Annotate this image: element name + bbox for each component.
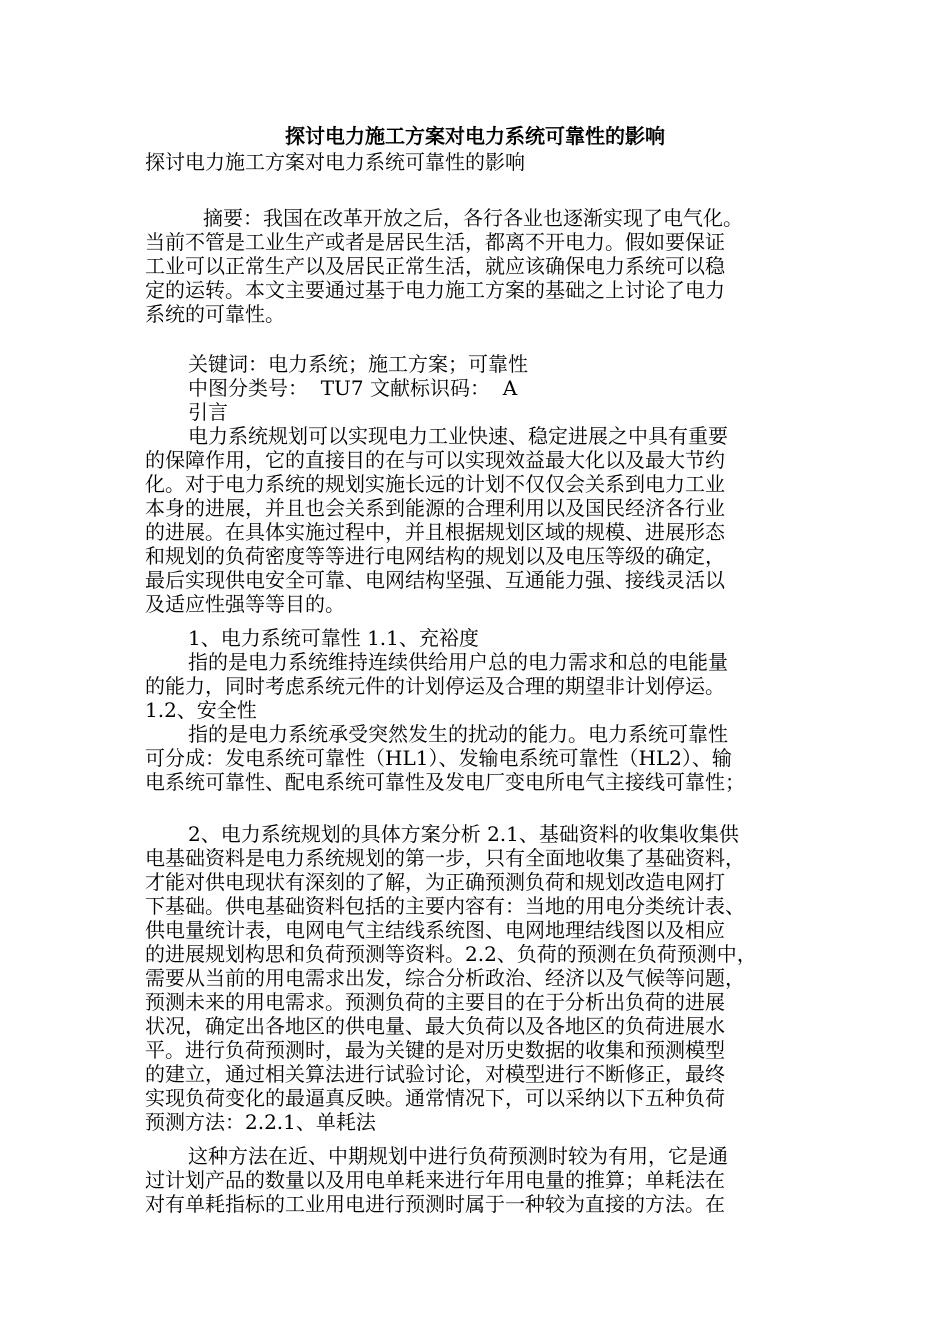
body-line: 平。进行负荷预测时，最为关键的是对历史数据的收集和预测模型 (145, 1038, 725, 1062)
body-line: 探讨电力施工方案对电力系统可靠性的影响 (145, 150, 525, 174)
body-line: 的进展。在具体实施过程中，并且根据规划区域的规模、进展形态 (145, 520, 725, 544)
body-line: 和规划的负荷密度等等进行电网结构的规划以及电压等级的确定， (145, 544, 725, 568)
body-line: 对有单耗指标的工业用电进行预测时属于一种较为直接的方法。在 (145, 1192, 725, 1216)
body-line: 工业可以正常生产以及居民正常生活，就应该确保电力系统可以稳 (145, 254, 725, 278)
body-line: 电基础资料是电力系统规划的第一步，只有全面地收集了基础资料， (145, 846, 745, 870)
body-line: 及适应性强等等目的。 (145, 592, 345, 616)
body-line: 摘要：我国在改革开放之后，各行各业也逐渐实现了电气化。 (203, 206, 743, 230)
body-line: 预测未来的用电需求。预测负荷的主要目的在于分析出负荷的进展 (145, 990, 725, 1014)
body-line: 中图分类号： TU7 文献标识码： A (188, 376, 518, 400)
body-line: 过计划产品的数量以及用电单耗来进行年用电量的推算；单耗法在 (145, 1168, 725, 1192)
body-line: 1.2、安全性 (145, 698, 257, 722)
body-line: 最后实现供电安全可靠、电网结构坚强、互通能力强、接线灵活以 (145, 568, 725, 592)
body-line: 指的是电力系统维持连续供给用户总的电力需求和总的电能量 (188, 650, 728, 674)
body-line: 本身的进展，并且也会关系到能源的合理利用以及国民经济各行业 (145, 496, 725, 520)
body-line: 可分成：发电系统可靠性（HL1）、发输电系统可靠性（HL2）、输 (145, 746, 732, 770)
body-line: 状况，确定出各地区的供电量、最大负荷以及各地区的负荷进展水 (145, 1014, 725, 1038)
body-line: 供电量统计表，电网电气主结线系统图、电网地理结线图以及相应 (145, 918, 725, 942)
body-line: 1、电力系统可靠性 1.1、充裕度 (188, 626, 479, 650)
body-line: 引言 (188, 400, 228, 424)
body-line: 的建立，通过相关算法进行试验讨论，对模型进行不断修正，最终 (145, 1062, 725, 1086)
body-line: 化。对于电力系统的规划实施长远的计划不仅仅会关系到电力工业 (145, 472, 725, 496)
body-line: 电系统可靠性、配电系统可靠性及发电厂变电所电气主接线可靠性； (145, 770, 745, 794)
body-line: 定的运转。本文主要通过基于电力施工方案的基础之上讨论了电力 (145, 278, 725, 302)
body-line: 预测方法：2.2.1、单耗法 (145, 1110, 376, 1134)
body-line: 才能对供电现状有深刻的了解，为正确预测负荷和规划改造电网打 (145, 870, 725, 894)
body-line: 下基础。供电基础资料包括的主要内容有：当地的用电分类统计表、 (145, 894, 745, 918)
body-line: 实现负荷变化的最逼真反映。通常情况下，可以采纳以下五种负荷 (145, 1086, 725, 1110)
body-line: 2、电力系统规划的具体方案分析 2.1、基础资料的收集收集供 (188, 822, 739, 846)
body-line: 的进展规划构思和负荷预测等资料。2.2、负荷的预测在负荷预测中， (145, 942, 757, 966)
body-line: 当前不管是工业生产或者是居民生活，都离不开电力。假如要保证 (145, 230, 725, 254)
body-line: 指的是电力系统承受突然发生的扰动的能力。电力系统可靠性 (188, 722, 728, 746)
body-line: 这种方法在近、中期规划中进行负荷预测时较为有用，它是通 (188, 1144, 728, 1168)
body-line: 需要从当前的用电需求出发，综合分析政治、经济以及气候等问题， (145, 966, 745, 990)
body-line: 电力系统规划可以实现电力工业快速、稳定进展之中具有重要 (188, 424, 728, 448)
document-title: 探讨电力施工方案对电力系统可靠性的影响 (285, 124, 665, 148)
body-line: 的能力，同时考虑系统元件的计划停运及合理的期望非计划停运。 (145, 674, 725, 698)
body-line: 系统的可靠性。 (145, 302, 285, 326)
body-line: 关键词：电力系统；施工方案；可靠性 (188, 352, 528, 376)
body-line: 的保障作用，它的直接目的在与可以实现效益最大化以及最大节约 (145, 448, 725, 472)
